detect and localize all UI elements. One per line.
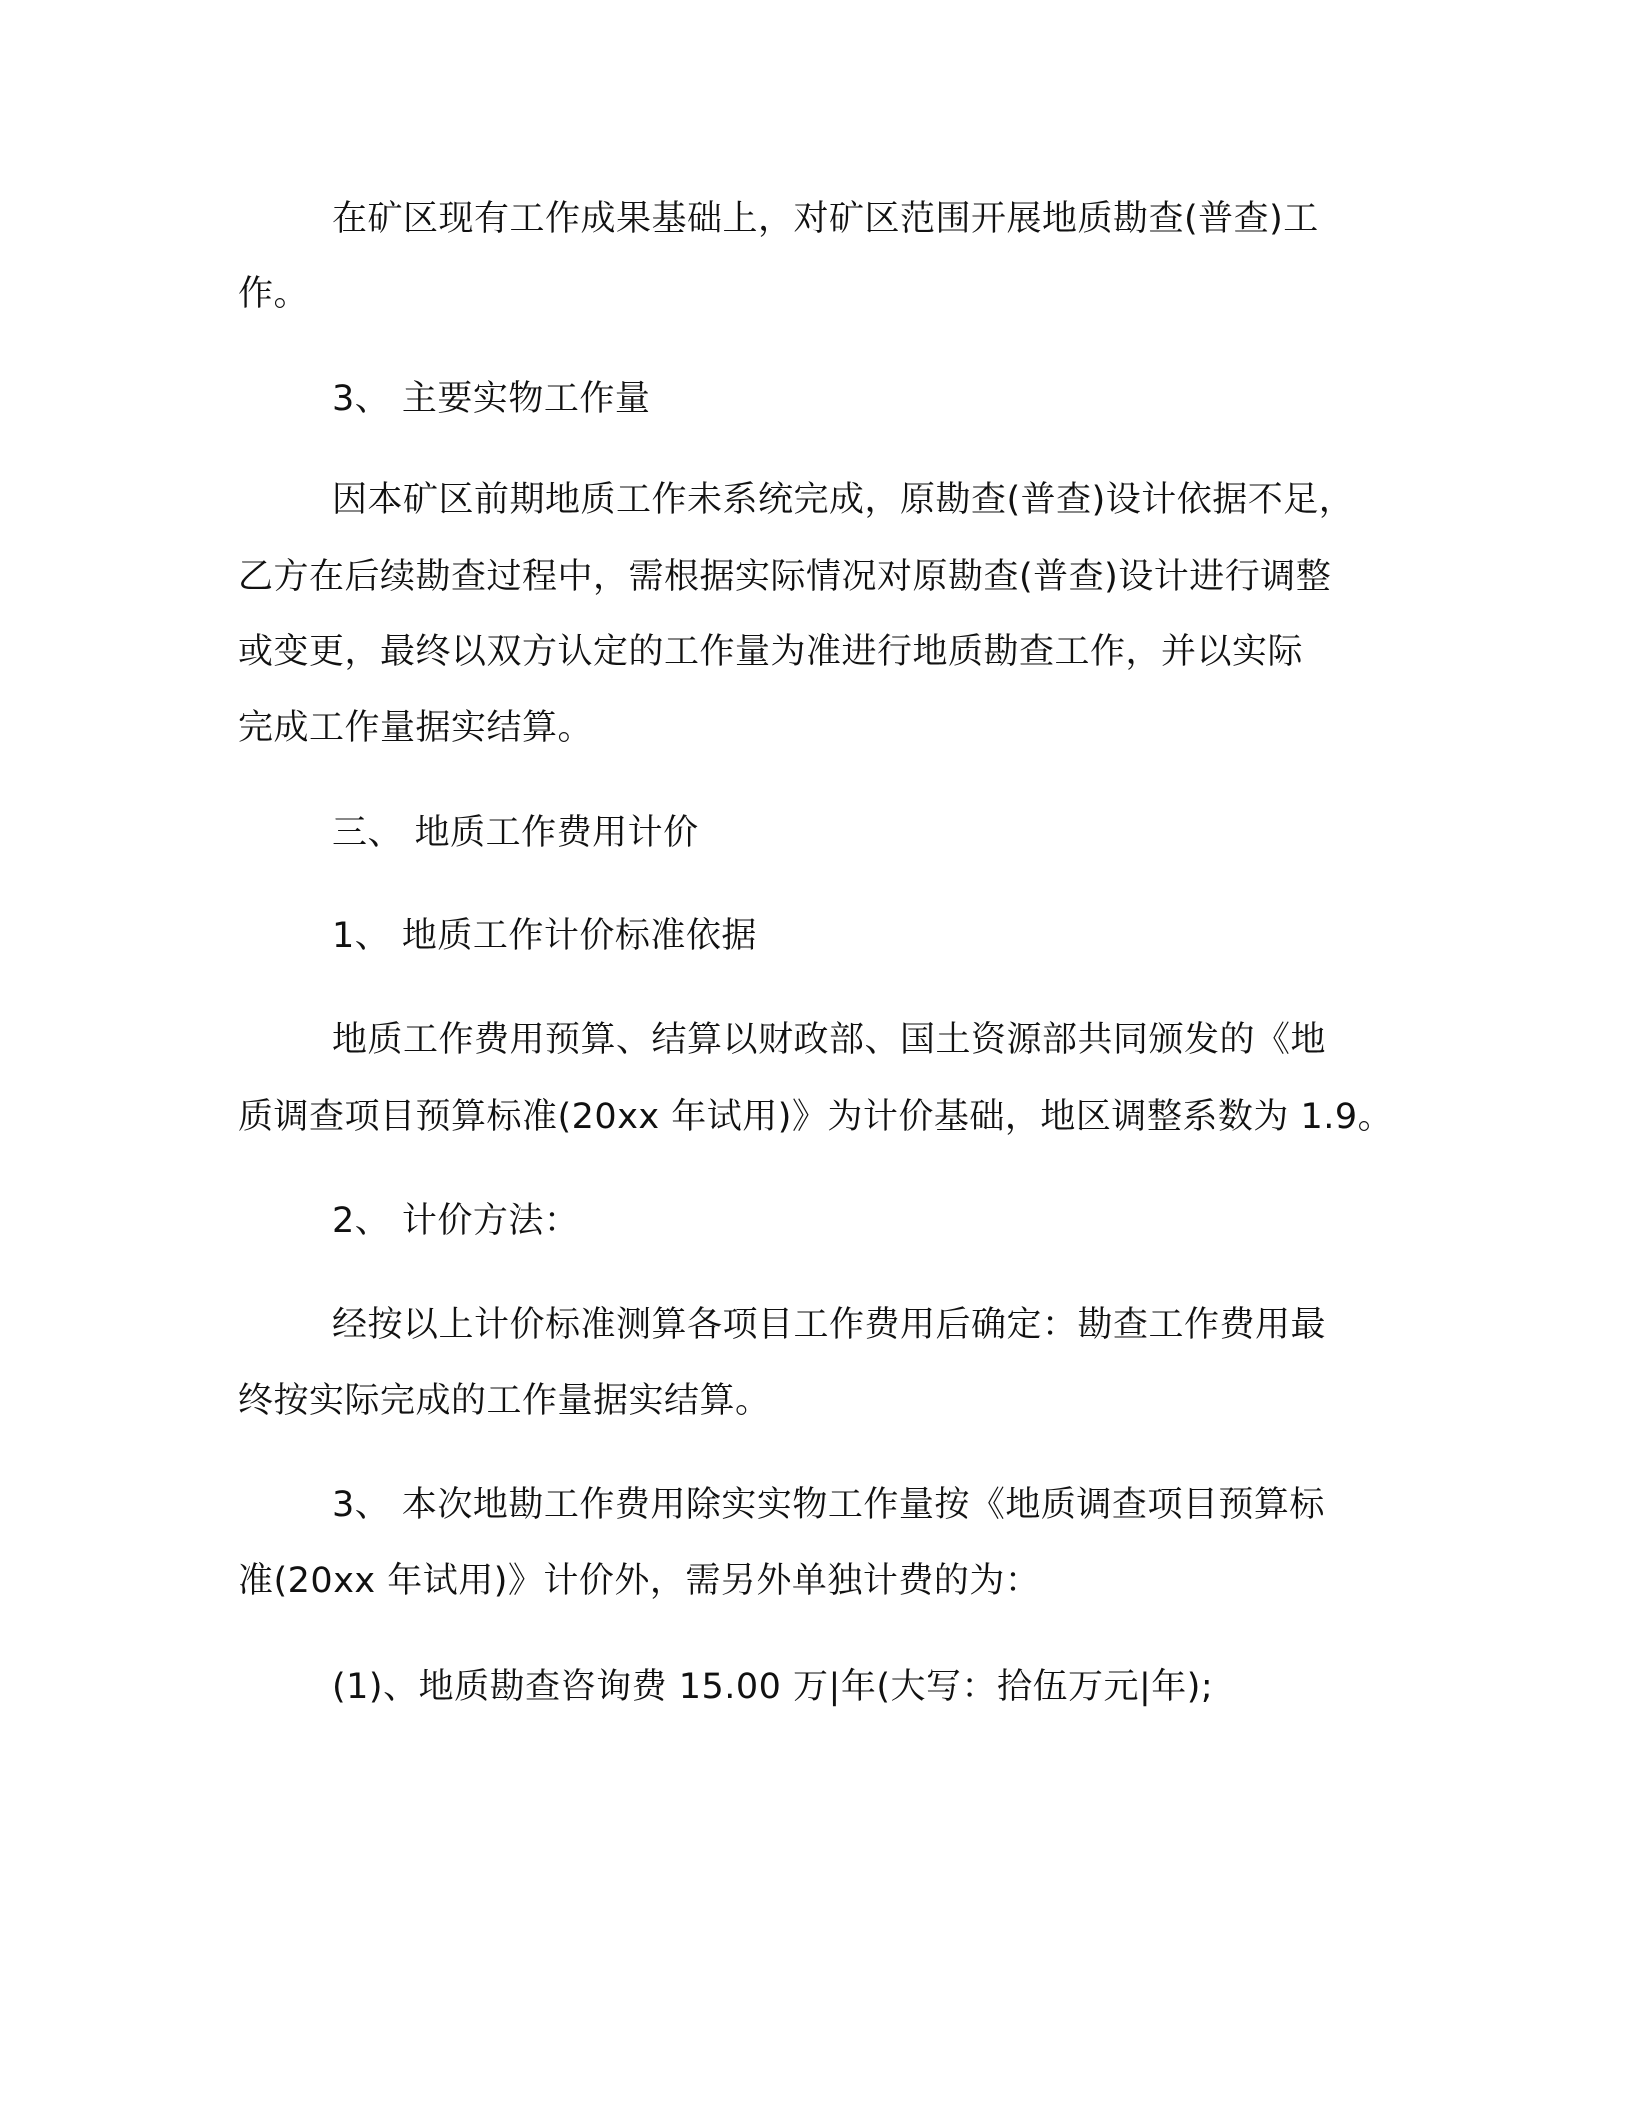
section-heading: 三、 地质工作费用计价: [332, 813, 699, 853]
paragraph-line: 地质工作费用预算、结算以财政部、国土资源部共同颁发的《地: [332, 1020, 1327, 1060]
section-heading: 2、 计价方法：: [332, 1201, 580, 1241]
paragraph-line: 质调查项目预算标准(20xx 年试用)》为计价基础，地区调整系数为 1.9。: [238, 1097, 1394, 1137]
paragraph-line: 完成工作量据实结算。: [238, 708, 594, 748]
paragraph-line: 3、 本次地勘工作费用除实实物工作量按《地质调查项目预算标: [332, 1485, 1325, 1525]
paragraph-line: 因本矿区前期地质工作未系统完成，原勘查(普查)设计依据不足，: [332, 480, 1355, 520]
paragraph-line: 或变更，最终以双方认定的工作量为准进行地质勘查工作，并以实际: [238, 632, 1304, 672]
section-heading: 1、 地质工作计价标准依据: [332, 916, 757, 956]
paragraph-line: 乙方在后续勘查过程中，需根据实际情况对原勘查(普查)设计进行调整: [238, 557, 1332, 597]
paragraph-line: 经按以上计价标准测算各项目工作费用后确定：勘查工作费用最: [332, 1305, 1327, 1345]
list-item: (1)、地质勘查咨询费 15.00 万|年(大写：拾伍万元|年);: [332, 1667, 1214, 1707]
paragraph-line: 作。: [238, 274, 310, 314]
section-heading: 3、 主要实物工作量: [332, 379, 651, 419]
paragraph-line: 准(20xx 年试用)》计价外，需另外单独计费的为：: [238, 1561, 1041, 1601]
paragraph-line: 在矿区现有工作成果基础上，对矿区范围开展地质勘查(普查)工: [332, 199, 1319, 239]
paragraph-line: 终按实际完成的工作量据实结算。: [238, 1381, 771, 1421]
